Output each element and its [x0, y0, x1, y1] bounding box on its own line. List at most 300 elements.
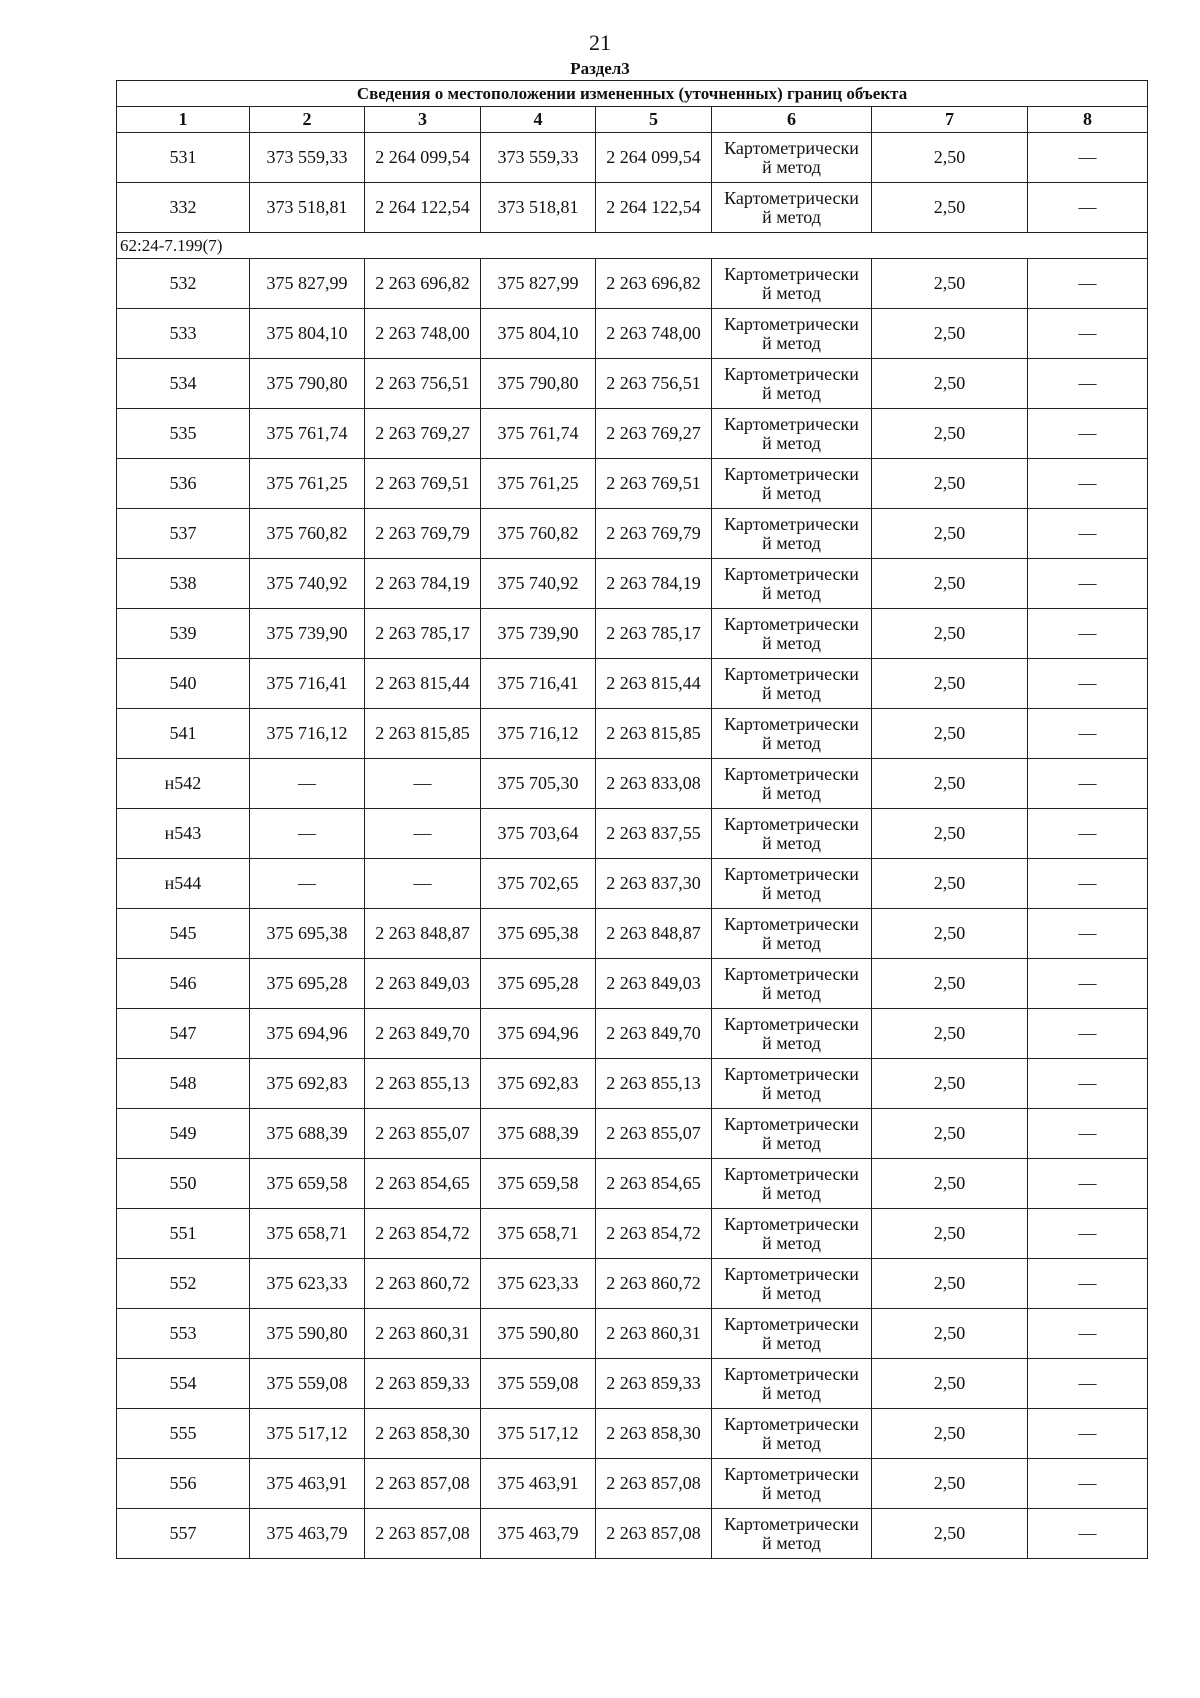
refined-x-cell: 375 463,79: [481, 1509, 596, 1559]
existing-x-cell: 375 658,71: [250, 1209, 365, 1259]
existing-y-cell: 2 263 756,51: [365, 359, 481, 409]
accuracy-cell: 2,50: [872, 1009, 1028, 1059]
method-text-line-2: й метод: [762, 832, 821, 853]
existing-y-cell: 2 263 849,03: [365, 959, 481, 1009]
existing-x-cell: 373 559,33: [250, 133, 365, 183]
cadastral-number-label: 62:24-7.199(7): [117, 233, 1148, 259]
existing-y-cell: 2 264 122,54: [365, 183, 481, 233]
refined-x-cell: 375 716,12: [481, 709, 596, 759]
method-text-line-1: Картометрически: [724, 1513, 859, 1534]
method-cell: [712, 959, 872, 1009]
table-caption: Сведения о местоположении измененных (уточненных) границ объекта: [117, 81, 1148, 107]
point-number-cell: 540: [117, 659, 250, 709]
description-cell: —: [1028, 459, 1148, 509]
refined-x-cell: 375 716,41: [481, 659, 596, 709]
existing-x-cell: 375 659,58: [250, 1159, 365, 1209]
refined-x-cell: 375 702,65: [481, 859, 596, 909]
table-row: [117, 959, 1148, 1009]
method-text-line-2: й метод: [762, 332, 821, 353]
refined-x-cell: 375 517,12: [481, 1409, 596, 1459]
method-text-line-1: Картометрически: [724, 563, 859, 584]
description-cell: —: [1028, 1109, 1148, 1159]
method-text-line-2: й метод: [762, 1332, 821, 1353]
description-cell: —: [1028, 1509, 1148, 1559]
refined-x-cell: 375 804,10: [481, 309, 596, 359]
point-number-cell: 553: [117, 1309, 250, 1359]
method-text-line-1: Картометрически: [724, 1213, 859, 1234]
description-cell: —: [1028, 509, 1148, 559]
method-text-line-2: й метод: [762, 532, 821, 553]
existing-y-cell: —: [365, 809, 481, 859]
refined-y-cell: 2 263 858,30: [596, 1409, 712, 1459]
existing-x-cell: 375 790,80: [250, 359, 365, 409]
existing-y-cell: 2 263 815,44: [365, 659, 481, 709]
description-cell: —: [1028, 1059, 1148, 1109]
method-cell: [712, 659, 872, 709]
method-text-line-2: й метод: [762, 982, 821, 1003]
method-cell: [712, 309, 872, 359]
table-row: [117, 809, 1148, 859]
accuracy-cell: 2,50: [872, 1259, 1028, 1309]
existing-x-cell: 375 692,83: [250, 1059, 365, 1109]
refined-x-cell: 375 739,90: [481, 609, 596, 659]
description-cell: —: [1028, 659, 1148, 709]
method-cell: [712, 509, 872, 559]
table-row: [117, 859, 1148, 909]
method-cell: [712, 1509, 872, 1559]
method-text-line-2: й метод: [762, 1232, 821, 1253]
description-cell: —: [1028, 309, 1148, 359]
method-text-line-1: Картометрически: [724, 963, 859, 984]
refined-y-cell: 2 263 857,08: [596, 1459, 712, 1509]
refined-y-cell: 2 263 849,70: [596, 1009, 712, 1059]
point-number-cell: н542: [117, 759, 250, 809]
existing-y-cell: —: [365, 759, 481, 809]
existing-x-cell: 373 518,81: [250, 183, 365, 233]
refined-y-cell: 2 263 855,13: [596, 1059, 712, 1109]
table-row: [117, 183, 1148, 233]
method-text-line-1: Картометрически: [724, 813, 859, 834]
point-number-cell: 550: [117, 1159, 250, 1209]
refined-x-cell: 375 760,82: [481, 509, 596, 559]
table-row: [117, 609, 1148, 659]
point-number-cell: 554: [117, 1359, 250, 1409]
accuracy-cell: 2,50: [872, 959, 1028, 1009]
column-header: 5: [596, 107, 712, 133]
point-number-cell: 552: [117, 1259, 250, 1309]
method-cell: [712, 1159, 872, 1209]
description-cell: —: [1028, 859, 1148, 909]
existing-y-cell: 2 263 769,79: [365, 509, 481, 559]
method-cell: [712, 459, 872, 509]
accuracy-cell: 2,50: [872, 309, 1028, 359]
point-number-cell: 332: [117, 183, 250, 233]
description-cell: —: [1028, 1259, 1148, 1309]
point-number-cell: 534: [117, 359, 250, 409]
refined-y-cell: 2 263 857,08: [596, 1509, 712, 1559]
table-row: [117, 359, 1148, 409]
table-caption-row: [117, 81, 1148, 107]
table-row: [117, 1059, 1148, 1109]
existing-y-cell: 2 264 099,54: [365, 133, 481, 183]
table-row: [117, 409, 1148, 459]
existing-x-cell: 375 695,38: [250, 909, 365, 959]
table-row: [117, 1009, 1148, 1059]
method-text-line-2: й метод: [762, 206, 821, 227]
existing-x-cell: —: [250, 859, 365, 909]
refined-x-cell: 375 590,80: [481, 1309, 596, 1359]
accuracy-cell: 2,50: [872, 1459, 1028, 1509]
point-number-cell: н543: [117, 809, 250, 859]
refined-y-cell: 2 263 860,72: [596, 1259, 712, 1309]
existing-x-cell: 375 694,96: [250, 1009, 365, 1059]
point-number-cell: 547: [117, 1009, 250, 1059]
method-text-line-2: й метод: [762, 1032, 821, 1053]
refined-y-cell: 2 264 122,54: [596, 183, 712, 233]
description-cell: —: [1028, 909, 1148, 959]
table-row: [117, 909, 1148, 959]
method-text-line-1: Картометрически: [724, 613, 859, 634]
method-text-line-1: Картометрически: [724, 763, 859, 784]
existing-x-cell: 375 623,33: [250, 1259, 365, 1309]
description-cell: —: [1028, 1159, 1148, 1209]
existing-x-cell: 375 761,74: [250, 409, 365, 459]
point-number-cell: 557: [117, 1509, 250, 1559]
description-cell: —: [1028, 1009, 1148, 1059]
existing-x-cell: 375 590,80: [250, 1309, 365, 1359]
method-cell: [712, 259, 872, 309]
column-header: 3: [365, 107, 481, 133]
table-row: [117, 759, 1148, 809]
column-header: 4: [481, 107, 596, 133]
method-text-line-1: Картометрически: [724, 263, 859, 284]
refined-y-cell: 2 263 769,51: [596, 459, 712, 509]
method-text-line-2: й метод: [762, 632, 821, 653]
accuracy-cell: 2,50: [872, 1309, 1028, 1359]
refined-x-cell: 375 761,25: [481, 459, 596, 509]
method-text-line-1: Картометрически: [724, 1163, 859, 1184]
accuracy-cell: 2,50: [872, 509, 1028, 559]
refined-x-cell: 375 827,99: [481, 259, 596, 309]
description-cell: —: [1028, 409, 1148, 459]
method-cell: [712, 409, 872, 459]
refined-y-cell: 2 263 833,08: [596, 759, 712, 809]
existing-y-cell: 2 263 854,72: [365, 1209, 481, 1259]
method-text-line-1: Картометрически: [724, 1063, 859, 1084]
point-number-cell: 535: [117, 409, 250, 459]
existing-y-cell: 2 263 860,72: [365, 1259, 481, 1309]
method-text-line-2: й метод: [762, 1082, 821, 1103]
page-number: 21: [589, 30, 611, 55]
column-header: 1: [117, 107, 250, 133]
accuracy-cell: 2,50: [872, 1059, 1028, 1109]
table-row: [117, 1109, 1148, 1159]
existing-x-cell: 375 761,25: [250, 459, 365, 509]
accuracy-cell: 2,50: [872, 909, 1028, 959]
existing-y-cell: 2 263 696,82: [365, 259, 481, 309]
accuracy-cell: 2,50: [872, 759, 1028, 809]
refined-y-cell: 2 263 815,44: [596, 659, 712, 709]
refined-y-cell: 2 263 855,07: [596, 1109, 712, 1159]
existing-x-cell: 375 827,99: [250, 259, 365, 309]
existing-y-cell: 2 263 857,08: [365, 1459, 481, 1509]
refined-x-cell: 373 559,33: [481, 133, 596, 183]
point-number-cell: н544: [117, 859, 250, 909]
accuracy-cell: 2,50: [872, 459, 1028, 509]
point-number-cell: 545: [117, 909, 250, 959]
method-text-line-2: й метод: [762, 1132, 821, 1153]
table-row: [117, 559, 1148, 609]
table-body: [117, 81, 1148, 1559]
existing-x-cell: 375 760,82: [250, 509, 365, 559]
description-cell: —: [1028, 959, 1148, 1009]
column-header: 6: [712, 107, 872, 133]
method-text-line-2: й метод: [762, 432, 821, 453]
point-number-cell: 546: [117, 959, 250, 1009]
existing-x-cell: —: [250, 759, 365, 809]
method-cell: [712, 609, 872, 659]
description-cell: —: [1028, 1409, 1148, 1459]
existing-y-cell: 2 263 859,33: [365, 1359, 481, 1409]
existing-x-cell: 375 688,39: [250, 1109, 365, 1159]
cadastral-group-row: [117, 233, 1148, 259]
method-text-line-1: Картометрически: [724, 913, 859, 934]
method-text-line-1: Картометрически: [724, 1313, 859, 1334]
accuracy-cell: 2,50: [872, 809, 1028, 859]
point-number-cell: 549: [117, 1109, 250, 1159]
refined-x-cell: 375 694,96: [481, 1009, 596, 1059]
method-cell: [712, 759, 872, 809]
method-text-line-1: Картометрически: [724, 187, 859, 208]
point-number-cell: 536: [117, 459, 250, 509]
refined-x-cell: 375 761,74: [481, 409, 596, 459]
refined-y-cell: 2 263 860,31: [596, 1309, 712, 1359]
method-cell: [712, 183, 872, 233]
method-text-line-1: Картометрически: [724, 713, 859, 734]
description-cell: —: [1028, 759, 1148, 809]
method-cell: [712, 1109, 872, 1159]
existing-y-cell: 2 263 860,31: [365, 1309, 481, 1359]
existing-y-cell: 2 263 785,17: [365, 609, 481, 659]
point-number-cell: 533: [117, 309, 250, 359]
column-header: 8: [1028, 107, 1148, 133]
refined-y-cell: 2 263 769,27: [596, 409, 712, 459]
table-row: [117, 1309, 1148, 1359]
table-row: [117, 1359, 1148, 1409]
refined-x-cell: 375 463,91: [481, 1459, 596, 1509]
table-row: [117, 1509, 1148, 1559]
existing-x-cell: 375 739,90: [250, 609, 365, 659]
existing-y-cell: 2 263 849,70: [365, 1009, 481, 1059]
method-text-line-2: й метод: [762, 882, 821, 903]
table-row: [117, 509, 1148, 559]
description-cell: —: [1028, 709, 1148, 759]
method-text-line-2: й метод: [762, 1182, 821, 1203]
method-text-line-1: Картометрически: [724, 313, 859, 334]
method-cell: [712, 1409, 872, 1459]
existing-x-cell: 375 463,91: [250, 1459, 365, 1509]
method-text-line-2: й метод: [762, 482, 821, 503]
method-cell: [712, 1359, 872, 1409]
table-row: [117, 709, 1148, 759]
point-number-cell: 531: [117, 133, 250, 183]
description-cell: —: [1028, 1359, 1148, 1409]
refined-y-cell: 2 263 848,87: [596, 909, 712, 959]
refined-x-cell: 375 623,33: [481, 1259, 596, 1309]
method-text-line-1: Картометрически: [724, 863, 859, 884]
accuracy-cell: 2,50: [872, 359, 1028, 409]
refined-y-cell: 2 263 849,03: [596, 959, 712, 1009]
point-number-cell: 555: [117, 1409, 250, 1459]
accuracy-cell: 2,50: [872, 133, 1028, 183]
existing-y-cell: 2 263 855,07: [365, 1109, 481, 1159]
point-number-cell: 537: [117, 509, 250, 559]
method-text-line-1: Картометрически: [724, 1413, 859, 1434]
refined-y-cell: 2 263 815,85: [596, 709, 712, 759]
column-header: 7: [872, 107, 1028, 133]
accuracy-cell: 2,50: [872, 1409, 1028, 1459]
boundary-coordinates-table: [116, 80, 1148, 1559]
accuracy-cell: 2,50: [872, 1359, 1028, 1409]
refined-x-cell: 375 692,83: [481, 1059, 596, 1109]
refined-x-cell: 375 659,58: [481, 1159, 596, 1209]
accuracy-cell: 2,50: [872, 1159, 1028, 1209]
table-row: [117, 1159, 1148, 1209]
method-text-line-1: Картометрически: [724, 1113, 859, 1134]
table-row: [117, 133, 1148, 183]
refined-x-cell: 375 559,08: [481, 1359, 596, 1409]
existing-x-cell: 375 463,79: [250, 1509, 365, 1559]
point-number-cell: 548: [117, 1059, 250, 1109]
refined-y-cell: 2 264 099,54: [596, 133, 712, 183]
existing-x-cell: —: [250, 809, 365, 859]
method-cell: [712, 809, 872, 859]
method-text-line-2: й метод: [762, 156, 821, 177]
table-row: [117, 1259, 1148, 1309]
section-title: Раздел3: [570, 59, 630, 78]
refined-x-cell: 375 658,71: [481, 1209, 596, 1259]
accuracy-cell: 2,50: [872, 659, 1028, 709]
point-number-cell: 539: [117, 609, 250, 659]
existing-x-cell: 375 559,08: [250, 1359, 365, 1409]
method-text-line-1: Картометрически: [724, 137, 859, 158]
refined-y-cell: 2 263 854,65: [596, 1159, 712, 1209]
existing-y-cell: 2 263 784,19: [365, 559, 481, 609]
table-row: [117, 1409, 1148, 1459]
method-cell: [712, 1309, 872, 1359]
refined-y-cell: 2 263 837,55: [596, 809, 712, 859]
existing-x-cell: 375 716,41: [250, 659, 365, 709]
existing-y-cell: 2 263 854,65: [365, 1159, 481, 1209]
table-row: [117, 309, 1148, 359]
method-cell: [712, 1009, 872, 1059]
accuracy-cell: 2,50: [872, 1109, 1028, 1159]
method-text-line-1: Картометрически: [724, 463, 859, 484]
existing-x-cell: 375 517,12: [250, 1409, 365, 1459]
refined-x-cell: 375 688,39: [481, 1109, 596, 1159]
description-cell: —: [1028, 133, 1148, 183]
method-cell: [712, 909, 872, 959]
existing-y-cell: 2 263 858,30: [365, 1409, 481, 1459]
accuracy-cell: 2,50: [872, 609, 1028, 659]
description-cell: —: [1028, 183, 1148, 233]
point-number-cell: 556: [117, 1459, 250, 1509]
existing-x-cell: 375 695,28: [250, 959, 365, 1009]
method-text-line-2: й метод: [762, 282, 821, 303]
refined-x-cell: 375 790,80: [481, 359, 596, 409]
refined-x-cell: 375 703,64: [481, 809, 596, 859]
existing-y-cell: 2 263 855,13: [365, 1059, 481, 1109]
method-cell: [712, 709, 872, 759]
existing-y-cell: 2 263 815,85: [365, 709, 481, 759]
method-text-line-1: Картометрически: [724, 663, 859, 684]
description-cell: —: [1028, 359, 1148, 409]
accuracy-cell: 2,50: [872, 183, 1028, 233]
table-row: [117, 259, 1148, 309]
table-row: [117, 1459, 1148, 1509]
method-text-line-2: й метод: [762, 932, 821, 953]
refined-y-cell: 2 263 854,72: [596, 1209, 712, 1259]
existing-y-cell: 2 263 748,00: [365, 309, 481, 359]
description-cell: —: [1028, 1209, 1148, 1259]
description-cell: —: [1028, 559, 1148, 609]
method-text-line-1: Картометрически: [724, 1463, 859, 1484]
method-text-line-2: й метод: [762, 1282, 821, 1303]
description-cell: —: [1028, 259, 1148, 309]
refined-x-cell: 373 518,81: [481, 183, 596, 233]
method-text-line-2: й метод: [762, 582, 821, 603]
refined-y-cell: 2 263 769,79: [596, 509, 712, 559]
column-number-row: [117, 107, 1148, 133]
description-cell: —: [1028, 1459, 1148, 1509]
refined-x-cell: 375 705,30: [481, 759, 596, 809]
refined-x-cell: 375 695,38: [481, 909, 596, 959]
accuracy-cell: 2,50: [872, 259, 1028, 309]
method-text-line-2: й метод: [762, 1482, 821, 1503]
accuracy-cell: 2,50: [872, 1209, 1028, 1259]
refined-y-cell: 2 263 859,33: [596, 1359, 712, 1409]
method-cell: [712, 859, 872, 909]
existing-y-cell: 2 263 848,87: [365, 909, 481, 959]
method-text-line-2: й метод: [762, 782, 821, 803]
point-number-cell: 538: [117, 559, 250, 609]
description-cell: —: [1028, 809, 1148, 859]
point-number-cell: 551: [117, 1209, 250, 1259]
method-text-line-2: й метод: [762, 1532, 821, 1553]
table-row: [117, 659, 1148, 709]
table-row: [117, 1209, 1148, 1259]
column-header: 2: [250, 107, 365, 133]
method-cell: [712, 133, 872, 183]
refined-y-cell: 2 263 837,30: [596, 859, 712, 909]
description-cell: —: [1028, 609, 1148, 659]
refined-y-cell: 2 263 756,51: [596, 359, 712, 409]
refined-y-cell: 2 263 696,82: [596, 259, 712, 309]
refined-y-cell: 2 263 785,17: [596, 609, 712, 659]
refined-x-cell: 375 695,28: [481, 959, 596, 1009]
existing-y-cell: 2 263 857,08: [365, 1509, 481, 1559]
method-text-line-2: й метод: [762, 1382, 821, 1403]
method-text-line-1: Картометрически: [724, 363, 859, 384]
method-text-line-1: Картометрически: [724, 413, 859, 434]
accuracy-cell: 2,50: [872, 709, 1028, 759]
method-text-line-2: й метод: [762, 682, 821, 703]
description-cell: —: [1028, 1309, 1148, 1359]
method-text-line-1: Картометрически: [724, 1363, 859, 1384]
method-text-line-2: й метод: [762, 732, 821, 753]
existing-x-cell: 375 740,92: [250, 559, 365, 609]
existing-y-cell: —: [365, 859, 481, 909]
